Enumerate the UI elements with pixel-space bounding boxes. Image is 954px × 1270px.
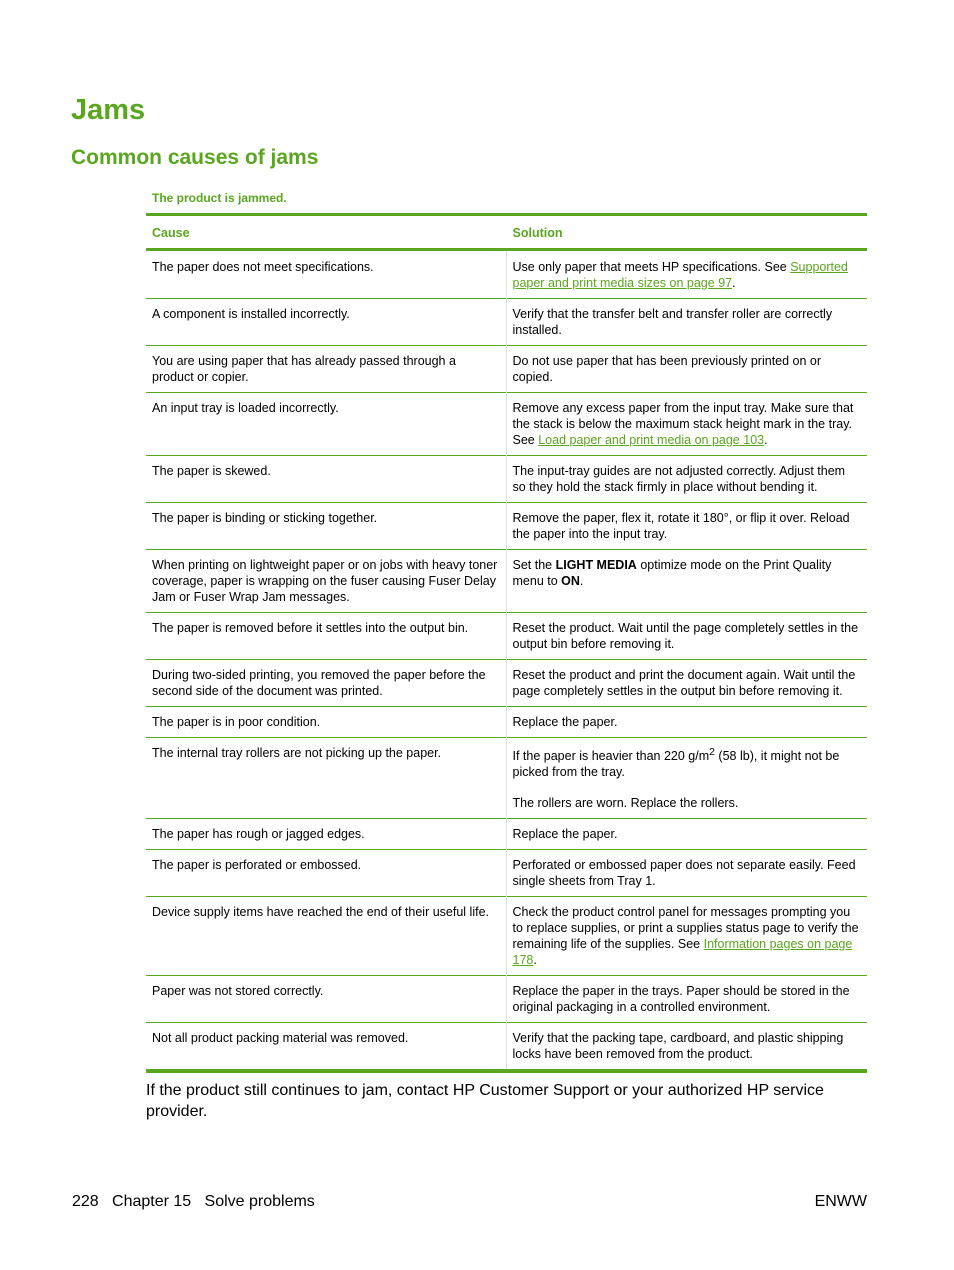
cause-cell: The paper is removed before it settles into the output bin. (152, 621, 469, 635)
cross-reference-link[interactable]: Information pages on page 178 (512, 937, 853, 968)
cause-cell: Paper was not stored correctly. (152, 984, 324, 999)
solution-text: Reset the product. Wait until the page completely settles in the output bin before removing it. (512, 621, 859, 651)
solution-text: Check the product control panel for messages prompting you to replace supplies, or print a supplies status page to verify the remaining life of the supplies. See (512, 905, 859, 952)
solution-text: Do not use paper that has been previously printed on or copied. (512, 354, 822, 384)
closing-paragraph: If the product still continues to jam, contact HP Customer Support or your authorized HP service provider. (146, 1082, 824, 1120)
cause-cell: The paper does not meet specifications. (152, 260, 374, 274)
paragraph-gap (513, 780, 862, 795)
table-row (146, 897, 867, 976)
table-row (146, 503, 867, 550)
solution-cell (506, 897, 867, 976)
solution-text: Set the (512, 558, 556, 572)
solution-cell (506, 1023, 867, 1072)
table-body (146, 250, 867, 1072)
table-row (146, 550, 867, 613)
cause-cell: The paper has rough or jagged edges. (152, 827, 365, 842)
setting-value: ON (561, 574, 580, 588)
table-row (146, 613, 867, 660)
solution-cell (506, 976, 867, 1023)
column-header-cause: Cause (152, 226, 190, 240)
solution-text: The input-tray guides are not adjusted correctly. Adjust them so they hold the stack firmly in place without bending it. (512, 464, 846, 494)
solution-text: Verify that the packing tape, cardboard, and plastic shipping locks have been removed from the product. (512, 1031, 844, 1062)
solution-cell (506, 250, 867, 299)
solution-paragraph (513, 745, 862, 780)
table-row (146, 738, 867, 819)
solution-paragraph (513, 259, 862, 291)
solution-cell (506, 393, 867, 456)
cross-reference-link[interactable]: Supported paper and print media sizes on page 97 (512, 260, 848, 290)
table-header-row (146, 215, 867, 250)
table-row (146, 393, 867, 456)
solution-text: . (764, 433, 768, 447)
solution-text: Reset the product and print the document again. Wait until the page completely settles in the output bin before removing it. (512, 668, 856, 698)
solution-text: . (533, 953, 537, 968)
solution-cell (506, 819, 867, 850)
solution-text: If the paper is heavier than 220 g/m (512, 749, 710, 764)
table-row (146, 1023, 867, 1072)
cause-cell: The paper is perforated or embossed. (152, 858, 362, 873)
solution-text: Replace the paper. (512, 715, 618, 729)
solution-cell (506, 550, 867, 613)
section-heading: Common causes of jams (71, 146, 319, 169)
solution-paragraph (513, 904, 862, 968)
footer-doc-code: ENWW (814, 1193, 867, 1210)
solution-cell (506, 503, 867, 550)
solution-text: The rollers are worn. Replace the rollers. (512, 796, 739, 811)
table-row (146, 250, 867, 299)
setting-name: LIGHT MEDIA (555, 558, 637, 572)
solution-text: Remove any excess paper from the input tray. Make sure that the stack is below the maximum stack height mark in the tray. See (512, 401, 854, 447)
solution-cell (506, 456, 867, 503)
table-row (146, 850, 867, 897)
jam-causes-table (146, 213, 867, 1073)
solution-text: Replace the paper in the trays. Paper should be stored in the original packaging in a controlled environment. (512, 984, 850, 1015)
solution-text: Replace the paper. (512, 827, 618, 842)
cause-cell: The paper is skewed. (152, 464, 271, 478)
solution-paragraph (513, 557, 862, 589)
column-header-solution: Solution (506, 215, 867, 250)
table-row (146, 976, 867, 1023)
solution-text: Use only paper that meets HP specifications. See (512, 260, 791, 274)
solution-text: Remove the paper, flex it, rotate it 180°, or flip it over. Reload the paper into the input tray. (512, 511, 850, 541)
table-row (146, 819, 867, 850)
cause-cell: You are using paper that has already passed through a product or copier. (152, 354, 456, 384)
footer-page-chapter: 228 Chapter 15 Solve problems (72, 1193, 315, 1210)
solution-text: (58 lb), it might not be picked from the tray. (512, 749, 840, 780)
solution-cell (506, 707, 867, 738)
cause-cell: Not all product packing material was removed. (152, 1031, 409, 1046)
solution-text: . (732, 276, 736, 290)
solution-cell (506, 660, 867, 707)
solution-cell (506, 850, 867, 897)
solution-cell (506, 613, 867, 660)
solution-paragraph (513, 400, 862, 448)
cause-cell: The internal tray rollers are not picking up the paper. (152, 746, 442, 760)
cause-cell: When printing on lightweight paper or on jobs with heavy toner coverage, paper is wrapping on the fuser causing Fuser Delay Jam or Fuser Wrap Jam messages. (152, 558, 498, 604)
cause-cell: The paper is in poor condition. (152, 715, 321, 729)
table-row (146, 346, 867, 393)
cause-cell: A component is installed incorrectly. (152, 307, 350, 321)
solution-text: . (579, 574, 584, 588)
page-title: Jams (71, 94, 146, 126)
solution-text: optimize mode on the Print Quality menu to (512, 558, 832, 588)
table-row (146, 707, 867, 738)
table-row (146, 456, 867, 503)
superscript: 2 (709, 747, 715, 758)
solution-text: Verify that the transfer belt and transfer roller are correctly installed. (512, 307, 833, 337)
table-row (146, 299, 867, 346)
table-caption: The product is jammed. (152, 191, 287, 205)
cause-cell: Device supply items have reached the end of their useful life. (152, 905, 489, 920)
cross-reference-link[interactable]: Load paper and print media on page 103 (538, 433, 765, 447)
solution-cell (506, 738, 867, 819)
cause-cell: During two-sided printing, you removed the paper before the second side of the document was printed. (152, 668, 486, 698)
solution-cell (506, 346, 867, 393)
solution-cell (506, 299, 867, 346)
cause-cell: The paper is binding or sticking together. (152, 511, 378, 525)
cause-cell: An input tray is loaded incorrectly. (152, 401, 339, 415)
table-row (146, 660, 867, 707)
solution-text: Perforated or embossed paper does not separate easily. Feed single sheets from Tray 1. (512, 858, 856, 889)
